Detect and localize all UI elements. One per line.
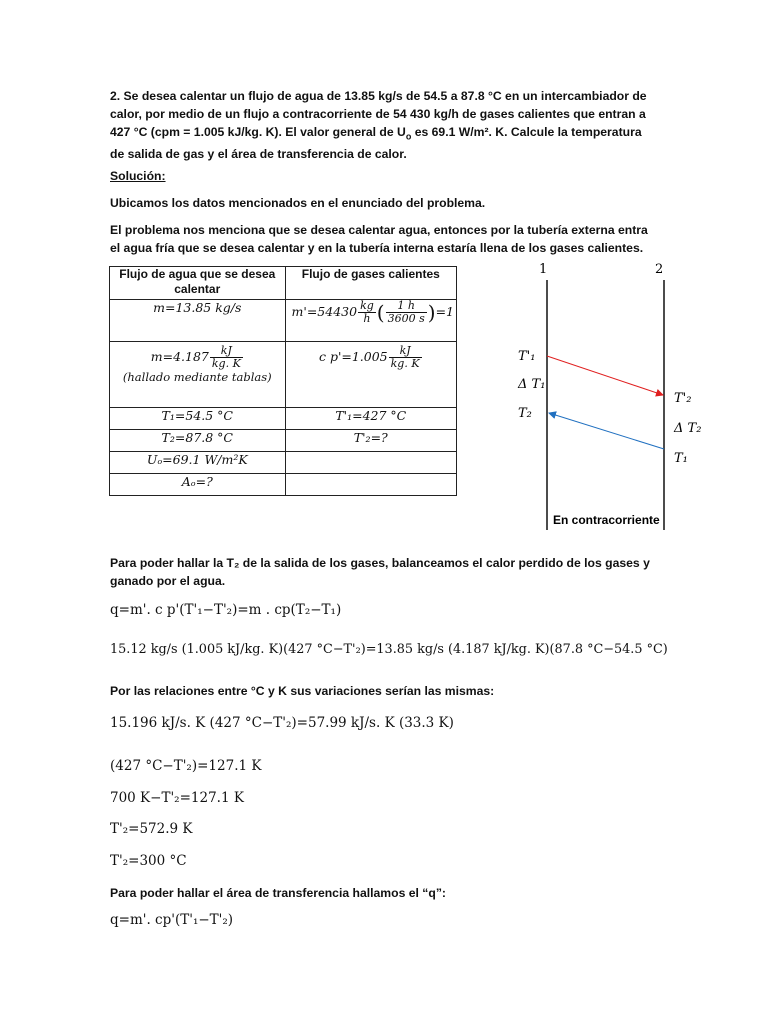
- equation-7: T'₂=300 °C: [110, 853, 187, 869]
- gas-t2-prime: T'₂=?: [285, 430, 456, 452]
- t2-prime-label: T'₂: [674, 391, 692, 406]
- problem-statement: 2. Se desea calentar un flujo de agua de 13.85 kg/s de 54.5 a 87.8 °C en un intercambiador de calor, por medio de un flujo a contracorriente de 54 430 kg/h de gases calientes que entran a 427 °C (cpm = 1.005 kJ/kg. K). El valor general de $U_o$ es 69.1 W/m². K. Calcule la temperatura de salida de gas y el área de transferencia de calor.: [110, 89, 647, 162]
- area-paragraph: Para poder hallar el área de transferencia hallamos el “q”:: [110, 886, 446, 900]
- area-unknown: Aₒ=?: [110, 474, 286, 496]
- water-t1: T₁=54.5 °C: [110, 408, 286, 430]
- table-header-water: Flujo de agua que se desea calentar: [110, 267, 286, 300]
- overall-u: Uₒ=69.1 W/m²K: [110, 452, 286, 474]
- equation-1: q=m'. c p'(T'₁−T'₂)=m . cp(T₂−T₁): [110, 602, 342, 618]
- equation-5: 700 K−T'₂=127.1 K: [110, 790, 244, 806]
- relations-paragraph: Por las relaciones entre °C y K sus variaciones serían las mismas:: [110, 684, 495, 698]
- gas-cp: c p'=1.005 $\frac{kJ}{kg. K}$: [285, 342, 456, 408]
- fraction: $\frac{kg}{h}$: [360, 299, 374, 325]
- data-table: [109, 266, 457, 496]
- empty-cell: [285, 452, 456, 474]
- solution-heading: Solución:: [110, 169, 166, 183]
- water-t2: T₂=87.8 °C: [110, 430, 286, 452]
- water-cp: m=4.187 $\frac{kJ}{kg. K}$ (hallado mediante tablas): [110, 342, 286, 408]
- equation-3: 15.196 kJ/s. K (427 °C−T'₂)=57.99 kJ/s. K (33.3 K): [110, 715, 454, 731]
- equation-2: 15.12 kg/s (1.005 kJ/kg. K)(427 °C−T'₂)=13.85 kg/s (4.187 kJ/kg. K)(87.8 °C−54.5 °C): [110, 642, 668, 657]
- diagram-caption: En contracorriente: [553, 513, 660, 527]
- equation-6: T'₂=572.9 K: [110, 821, 193, 837]
- fraction: $\frac{kJ}{kg. K}$: [211, 344, 241, 370]
- equation-8: q=m'. cp'(T'₁−T'₂): [110, 912, 234, 928]
- end-label-1: 1: [539, 262, 548, 277]
- intro-paragraph-2: El problema nos menciona que se desea calentar agua, entonces por la tubería externa entra el agua fría que se desea calentar y en la tubería interna estaría llena de los gases calientes.: [110, 223, 648, 255]
- table-header-gases: Flujo de gases calientes: [285, 267, 456, 300]
- t2-label: T₂: [518, 406, 532, 421]
- t1-prime-label: T'₁: [518, 349, 536, 364]
- end-label-2: 2: [655, 262, 664, 277]
- delta-t1-label: Δ T₁: [518, 377, 546, 392]
- counterflow-diagram: [505, 260, 715, 535]
- water-mass-flow: m=13.85 kg/s: [110, 300, 286, 342]
- empty-cell: [285, 474, 456, 496]
- fraction: $\frac{1 h}{3600 s}$: [387, 299, 425, 325]
- hot-fluid-arrow: [547, 356, 663, 395]
- t1-label: T₁: [674, 451, 688, 466]
- equation-4: (427 °C−T'₂)=127.1 K: [110, 758, 262, 774]
- gas-mass-flow: m'=54430 $\frac{kg}{h}$ ( $\frac{1 h}{3600 s}$ )=1: [285, 300, 456, 342]
- fraction: $\frac{kJ}{kg. K}$: [390, 344, 420, 370]
- delta-t2-label: Δ T₂: [674, 421, 702, 436]
- cold-fluid-arrow: [549, 413, 664, 449]
- balance-paragraph: Para poder hallar la T₂ de la salida de los gases, balanceamos el calor perdido de los gases y ganado por el agua.: [110, 556, 650, 588]
- gas-t1-prime: T'₁=427 °C: [285, 408, 456, 430]
- intro-paragraph-1: Ubicamos los datos mencionados en el enunciado del problema.: [110, 196, 486, 210]
